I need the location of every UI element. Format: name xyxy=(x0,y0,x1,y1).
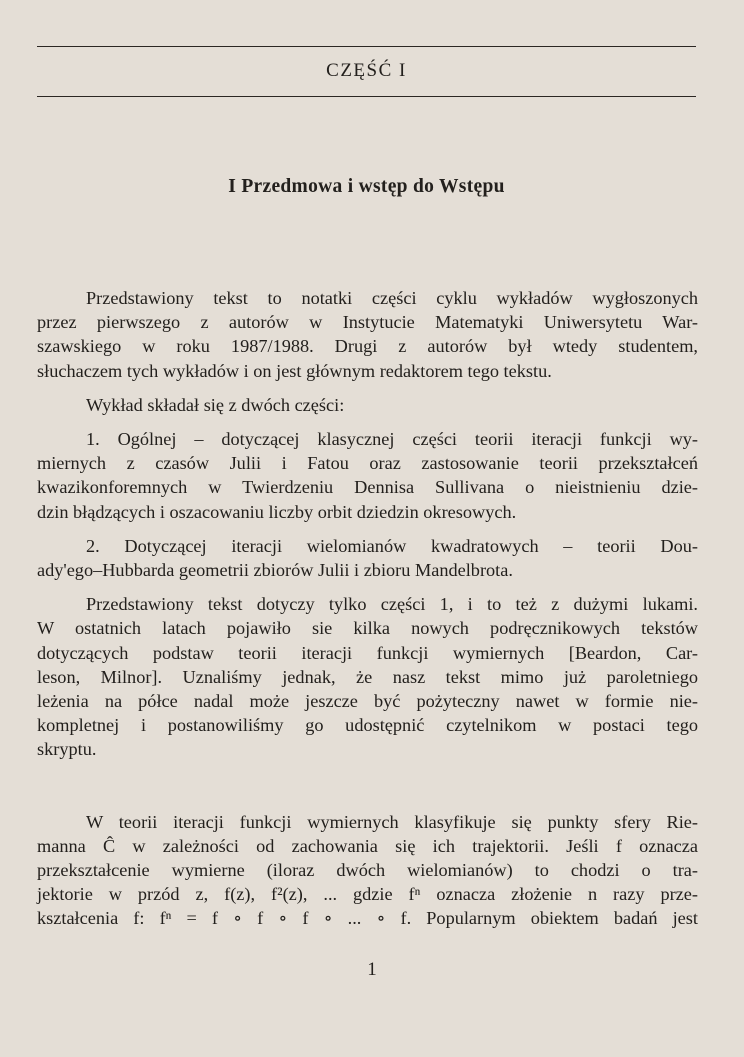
page-number: 1 xyxy=(367,959,377,980)
paragraph-iteration-theory xyxy=(37,810,698,931)
text-line: słuchaczem tych wykładów i on jest głównym redaktorem tego tekstu. xyxy=(37,360,552,381)
text-line: 1. Ogólnej – dotyczącej klasycznej części teorii iteracji funkcji wy- xyxy=(86,429,698,450)
text-line: miernych z czasów Julii i Fatou oraz zastosowanie teorii przekształceń xyxy=(37,453,698,474)
text-line: Przedstawiony tekst to notatki części cyklu wykładów wygłoszonych xyxy=(86,288,698,308)
section-title: I Przedmowa i wstęp do Wstępu xyxy=(228,176,505,197)
text-line: Przedstawiony tekst dotyczy tylko części 1, i to też z dużymi lukami. xyxy=(86,594,698,615)
text-line: szawskiego w roku 1987/1988. Drugi z autorów był wtedy studentem, xyxy=(37,336,698,357)
paragraph-structure xyxy=(37,393,698,417)
paragraph-part-two xyxy=(37,534,698,582)
body-text xyxy=(37,286,698,931)
paragraph-part-one xyxy=(37,427,698,524)
text-line: dzin błądzących i oszacowaniu liczby orbit dziedzin okresowych. xyxy=(37,501,517,522)
text-line: W ostatnich latach pojawiło sie kilka nowych podręcznikowych tekstów xyxy=(37,618,698,639)
text-line: kompletnej i postanowiliśmy go udostępnić czytelnikom w postaci tego xyxy=(37,715,698,736)
paragraph-scope xyxy=(37,592,698,761)
text-line: dotyczących podstaw teorii iteracji funkcji wymiernych [Beardon, Car- xyxy=(37,642,698,663)
text-line: leżenia na półce nadal może jeszcze być pożyteczny nawet w formie nie- xyxy=(37,691,698,712)
text-line: skryptu. xyxy=(37,739,97,760)
text-line: jektorie w przód z, f(z), f²(z), ... gdzie fⁿ oznacza złożenie n razy prze- xyxy=(37,884,698,905)
bottom-rule xyxy=(37,96,696,97)
text-line: Wykład składał się z dwóch części: xyxy=(86,394,345,415)
text-line: przez pierwszego z autorów w Instytucie Matematyki Uniwersytetu War- xyxy=(37,312,698,333)
text-line: W teorii iteracji funkcji wymiernych klasyfikuje się punkty sfery Rie- xyxy=(86,811,698,832)
text-line: przekształcenie wymierne (iloraz dwóch wielomianów) to chodzi o tra- xyxy=(37,860,698,881)
top-rule xyxy=(37,46,696,47)
text-line: kształcenia f: fⁿ = f ∘ f ∘ f ∘ ... ∘ f. Popularnym obiektem badań jest xyxy=(37,908,698,929)
part-title: CZĘŚĆ I xyxy=(326,60,407,81)
text-line: ady'ego–Hubbarda geometrii zbiorów Julii i zbioru Mandelbrota. xyxy=(37,560,513,581)
text-line: manna Ĉ w zależności od zachowania się ich trajektorii. Jeśli f oznacza xyxy=(37,835,698,856)
text-line: kwazikonforemnych w Twierdzeniu Dennisa Sullivana o nieistnieniu dzie- xyxy=(37,477,698,498)
text-line: 2. Dotyczącej iteracji wielomianów kwadratowych – teorii Dou- xyxy=(86,535,698,556)
text-line: leson, Milnor]. Uznaliśmy jednak, że nasz tekst mimo już paroletniego xyxy=(37,666,698,687)
paragraph-intro xyxy=(37,286,698,383)
